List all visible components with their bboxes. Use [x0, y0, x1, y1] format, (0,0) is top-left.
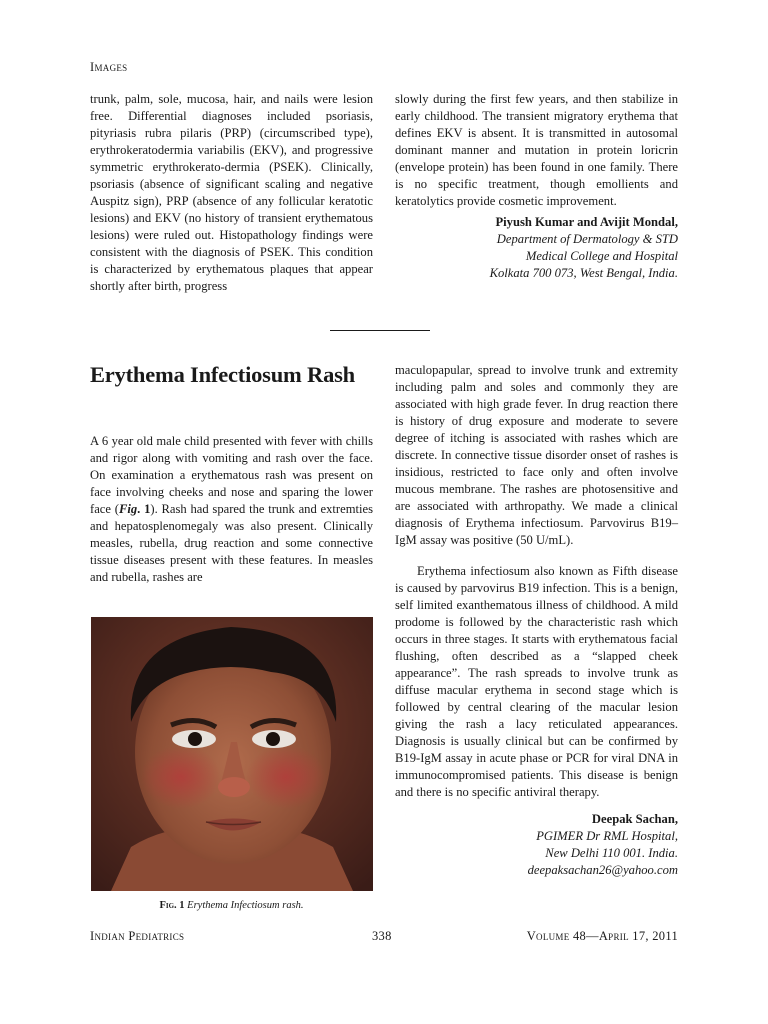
- figure-reference-label: Fig: [118, 502, 138, 516]
- figure-reference-num: 1: [144, 502, 151, 516]
- figure-caption-label: Fig. 1: [159, 900, 185, 911]
- article-left-text-b: ). Rash had spared the trunk and extremties and hepatosplenomegaly was also present. Clinically measles, rubella, drug reaction and some connective tissue diseases present with these features. In measles and rubella, rashes are: [90, 502, 374, 584]
- figure-caption: [90, 900, 373, 911]
- figure-photo: [91, 617, 373, 891]
- figure-reference-sep: .: [137, 502, 145, 516]
- top-article-right-column: [395, 91, 678, 282]
- article-signature: [395, 811, 678, 879]
- footer-volume: Volume 48—April 17, 2011: [526, 929, 678, 943]
- top-article-authors: Piyush Kumar and Avijit Mondal,: [495, 215, 678, 229]
- article-right-paragraph-1: maculopapular, spread to involve trunk and extremity including palm and soles and commonly they are associated with high grade fever. In drug reaction there is history of drug exposure and moderate to severe degree of itching is associated with rashes which are discrete. In connective tissue disorder onset of rashes is insidious, restricted to face only and often involve mucous membrane. The rashes are photosensitive and are associated with arthropathy. We made a clinical diagnosis of Erythema infectiosum. Parvovirus B19–IgM assay was positive (50 U/mL).: [395, 363, 678, 547]
- top-article-affiliation-1: Department of Dermatology & STD: [496, 232, 678, 246]
- top-article-right-text: slowly during the first few years, and then stabilize in early childhood. The transient migratory erythema that defines EKV is absent. It is transmitted in autosomal dominant manner and mutation in protein loricrin (envelope protein) has been found in one family. There is no specific treatment, though emollients and keratolytics provide cosmetic improvement.: [395, 92, 678, 208]
- article-left-text-a: A 6 year old male child presented with fever with chills and rigor along with vomiting and rash over the face. On examination a erythematous rash was present on face involving cheeks and nose and sparing the lower face (: [90, 434, 373, 516]
- article-affiliation-2: New Delhi 110 001. India.: [545, 846, 678, 860]
- article-email: deepaksachan26@yahoo.com: [527, 863, 678, 877]
- article-right-column: [395, 362, 678, 879]
- section-header: Images: [90, 60, 128, 74]
- article-title: Erythema Infectiosum Rash: [90, 362, 355, 387]
- article-author: Deepak Sachan,: [591, 812, 678, 826]
- article-divider: [330, 330, 430, 331]
- top-article-affiliation-2: Medical College and Hospital: [525, 249, 678, 263]
- top-article-left-column: [90, 91, 373, 295]
- article-affiliation-1: PGIMER Dr RML Hospital,: [536, 829, 678, 843]
- footer-page-number: 338: [372, 929, 392, 943]
- top-article-signature: [395, 214, 678, 282]
- top-article-affiliation-3: Kolkata 700 073, West Bengal, India.: [489, 266, 678, 280]
- article-right-paragraph-2: Erythema infectiosum also known as Fifth disease is caused by parvovirus B19 infection. This is a benign, self limited exanthematous illness of childhood. A mild prodome is followed by the characteristic rash which occurs in three stages. It starts with erythematous facial flushing, often described as a “slapped cheek appearance”. The rash spreads to involve trunk as diffuse macular erythema in second stage which is followed by central clearing of the macular lesion giving the rash a lacy reticulated appearances. Diagnosis is usually clinical but can be confirmed by B19-IgM assay in acute phase or PCR for viral DNA in immunocompromised patients. This disease is benign and there is no specific antiviral therapy.: [395, 564, 678, 799]
- article-left-column: [90, 433, 373, 586]
- footer-journal: Indian Pediatrics: [90, 929, 185, 943]
- article-left-paragraph: [90, 433, 373, 586]
- figure-caption-text: Erythema Infectiosum rash.: [187, 900, 304, 911]
- top-article-left-text: trunk, palm, sole, mucosa, hair, and nails were lesion free. Differential diagnoses included psoriasis, pityriasis rubra pilaris (PRP) (circumscribed type), erythrokeratodermia variabilis (EKV), and progressive symmetric erythrokerato-dermia (PSEK). Clinically, psoriasis (absence of significant scaling and negative Auspitz sign), PRP (absence of any follicular keratotic lesions) and EKV (no history of transient erythematous lesions) were ruled out. Histopathology findings were consistent with the diagnosis of PSEK. This condition is characterized by erythematous plaques that appear shortly after birth, progress: [90, 92, 373, 293]
